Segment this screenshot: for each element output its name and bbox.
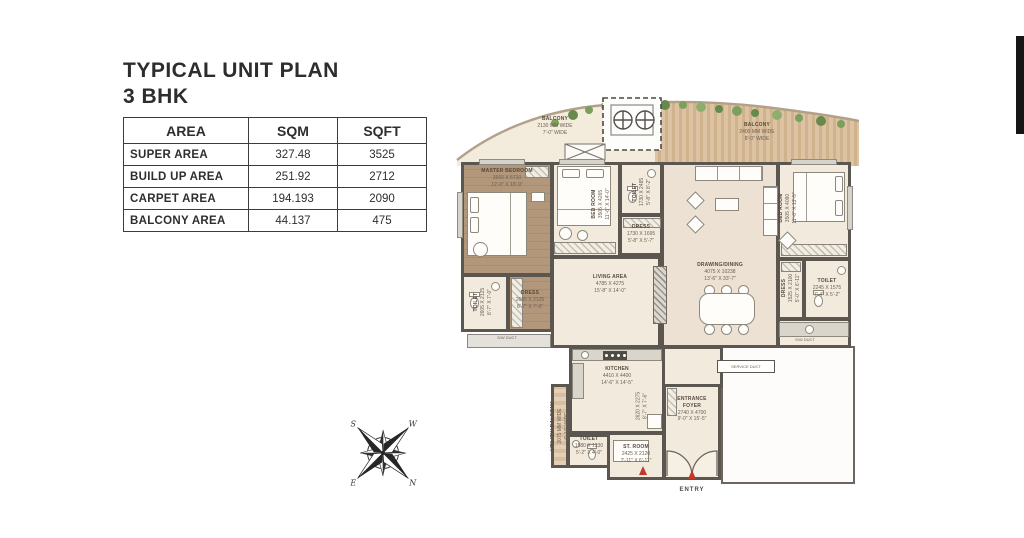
pillow (470, 197, 479, 213)
col-header-sqm: SQM (249, 118, 338, 144)
compass-n-label: N (409, 478, 417, 488)
basin-icon (805, 325, 814, 334)
fan-icon (636, 111, 654, 129)
table-row (124, 210, 427, 232)
label-drawing-dining: DRAWING/DINING 4075 X 10238 13'-6" X 33'-7" (697, 262, 743, 282)
label-duct: S/W DUCT (497, 335, 517, 340)
label-bedroom-mid: BED ROOM 3505 X 4265 11'-6" X 14'-0" (590, 188, 611, 220)
dining-chair (721, 324, 732, 335)
pillow (470, 217, 479, 233)
bed-fold-line (806, 173, 807, 221)
bed (793, 172, 845, 222)
label-balcony-right: BALCONY 2400 MM WIDE 8'-0" WIDE (739, 122, 775, 142)
row-label: BUILD UP AREA (124, 166, 249, 188)
floor-plan (455, 96, 859, 510)
row-label: SUPER AREA (124, 144, 249, 166)
room-passage (661, 346, 723, 388)
label-toilet-mid: TOILET 1730 X 2485 5'-8" X 8'-2" (631, 177, 652, 207)
window-icon (847, 186, 853, 230)
page-title (123, 58, 339, 111)
side-table (531, 192, 545, 202)
label-entry: ENTRY (679, 487, 705, 493)
label-utility-balcony: UTILITY/ BALCONY 2075 MM WIDE 6'-10" WIDE (549, 401, 570, 451)
pillow (586, 169, 604, 178)
room-living-area (551, 256, 661, 348)
compass-rose-icon (337, 404, 429, 502)
col-header-area: AREA (124, 118, 249, 144)
basin-icon (837, 266, 846, 275)
dining-table (699, 293, 755, 325)
bed-fold-line (510, 193, 511, 255)
window-icon (479, 159, 525, 165)
fridge (647, 414, 662, 429)
row-sqft: 3525 (338, 144, 427, 166)
entry-arrow-icon (639, 466, 647, 475)
entry-arrow-icon (688, 470, 696, 479)
label-kitchen: KITCHEN 4410 X 4400 14'-6" X 14'-5" (601, 366, 633, 386)
row-sqm: 44.137 (249, 210, 338, 232)
fan-icon (614, 111, 632, 129)
dining-chair (704, 324, 715, 335)
pillow (835, 176, 843, 192)
wash-counter (779, 322, 849, 337)
table-row (124, 188, 427, 210)
label-master-bedroom: MASTER BEDROOM 3660 X 5710 12'-0" X 18'-9" (481, 168, 533, 188)
sink-icon (581, 351, 589, 359)
row-label: BALCONY AREA (124, 210, 249, 232)
area-table (123, 117, 427, 232)
shaft-x-icon (565, 144, 605, 160)
basin-icon (647, 169, 656, 178)
stove-icon (603, 351, 627, 360)
label-toilet-right: TOILET 2245 X 1575 7'-4" X 5'-2" (812, 278, 842, 298)
lounge-chair (473, 242, 488, 257)
sofa (695, 166, 763, 181)
label-toilet-master: TOILET 2605 X 2125 8'-7" X 7'-0" (472, 287, 493, 317)
kitchen-counter (572, 363, 584, 399)
label-passage-dims: 2620 X 2275 8'-7" X 7'-6" (635, 391, 648, 421)
page-title-line1: TYPICAL UNIT PLAN (123, 59, 339, 82)
row-sqm: 194.193 (249, 188, 338, 210)
compass-s-label: S (350, 419, 357, 429)
wardrobe (781, 262, 801, 272)
window-icon (791, 159, 837, 165)
sofa (763, 186, 778, 236)
label-bedroom-right: BED ROOM 3505 X 4090 11'-6" X 13'-5" (777, 192, 798, 224)
table-row (124, 166, 427, 188)
row-sqft: 475 (338, 210, 427, 232)
service-duct-box: SERVICE DUCT (717, 360, 775, 373)
label-dress-mid: DRESS 1730 X 1695 5'-8" X 5'-7" (626, 224, 656, 244)
row-sqm: 327.48 (249, 144, 338, 166)
pillow (835, 200, 843, 216)
label-dress-right: DRESS 1525 X 2100 5'-0" X 6'-11" (780, 273, 801, 303)
wardrobe (554, 242, 616, 254)
chair (577, 230, 588, 241)
table-header-row (124, 118, 427, 144)
pillow (562, 169, 580, 178)
label-living-area: LIVING AREA 4785 X 4275 15'-8" X 14'-0" (592, 274, 628, 294)
col-header-sqft: SQFT (338, 118, 427, 144)
window-icon (559, 159, 605, 165)
coffee-table (715, 198, 739, 211)
label-dress-master: DRESS 2605 X 2125 8'-7" X 7'-0" (515, 290, 545, 310)
compass-w-label: W (408, 419, 417, 429)
row-sqft: 2090 (338, 188, 427, 210)
label-st-room: ST. ROOM 2425 X 2120 7'-11" X 6'-11" (620, 444, 652, 464)
chair (559, 227, 572, 240)
page-edge-mark (1016, 36, 1024, 134)
dining-chair (738, 324, 749, 335)
table-row (124, 144, 427, 166)
label-entrance-foyer: ENTRANCE FOYER 2740 X 4700 9'-0" X 15'-5" (677, 396, 707, 423)
row-sqm: 251.92 (249, 166, 338, 188)
label-duct: S/W DUCT (795, 337, 815, 342)
window-icon (457, 192, 463, 238)
compass-e-label: E (350, 478, 357, 488)
row-sqft: 2712 (338, 166, 427, 188)
row-label: CARPET AREA (124, 188, 249, 210)
page-title-line2: 3 BHK (123, 85, 189, 109)
tv-partition (653, 266, 667, 324)
label-balcony-left: BALCONY 2130 MM WIDE 7'-0" WIDE (537, 116, 573, 136)
label-toilet-bottom: TOILET 1580 X 1230 5'-2" X 4'-0" (574, 436, 604, 456)
